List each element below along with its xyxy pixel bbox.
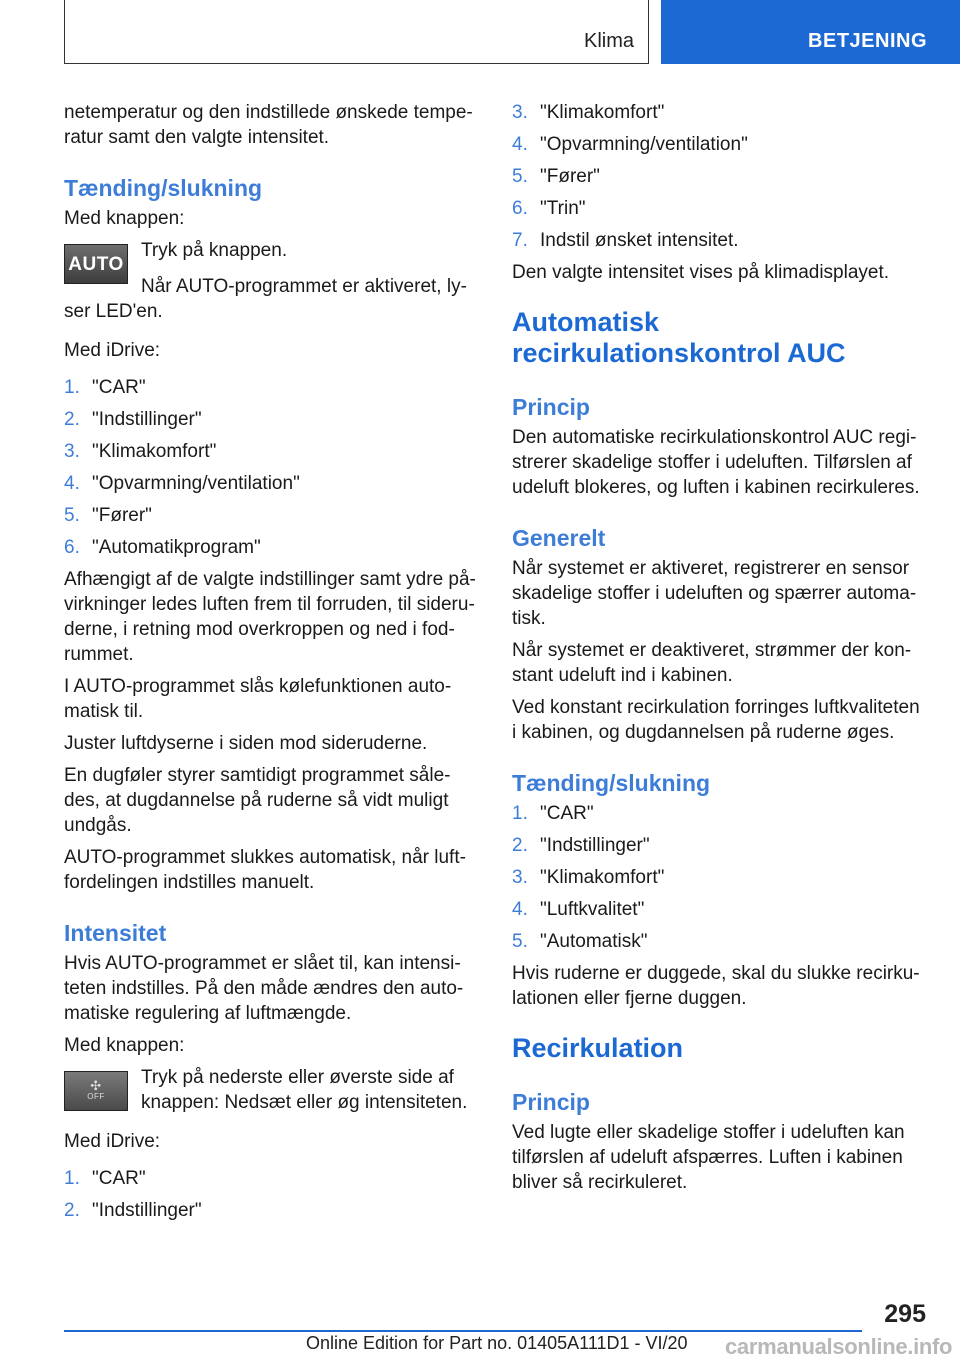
step-number: 2. bbox=[64, 409, 80, 430]
paragraph: Hvis ruderne er duggede, skal du slukke recirku-lationen eller fjerne duggen. bbox=[512, 963, 920, 1009]
list-item bbox=[512, 897, 926, 922]
step-text: "Klimakomfort" bbox=[540, 102, 665, 123]
right-column bbox=[512, 100, 926, 1202]
paragraph: Hvis AUTO-programmet er slået til, kan intensi-teten indstilles. På den måde ændres den auto-matiske regulering af luftmængde. bbox=[64, 953, 464, 1024]
step-text: "Opvarmning/ventilation" bbox=[92, 473, 300, 494]
list-item bbox=[512, 801, 926, 826]
section-title: Klima bbox=[583, 30, 634, 52]
step-number: 7. bbox=[512, 230, 528, 251]
step-number: 5. bbox=[512, 166, 528, 187]
step-number: 5. bbox=[512, 931, 528, 952]
list-item bbox=[64, 535, 478, 560]
step-text: Indstil ønsket intensitet. bbox=[540, 230, 739, 251]
paragraph: En dugføler styrer samtidigt programmet såle-des, at dugdannelse på ruderne så vidt muligt undgås. bbox=[64, 765, 451, 836]
step-text: "Fører" bbox=[92, 505, 152, 526]
step-text: "Indstillinger" bbox=[92, 1200, 202, 1221]
paragraph: netemperatur og den indstillede ønskede tempe-ratur samt den valgte intensitet. bbox=[64, 102, 473, 148]
footer-divider bbox=[64, 1330, 862, 1332]
paragraph: Tryk på knappen. bbox=[141, 240, 288, 261]
paragraph: Når AUTO-programmet er aktiveret, ly-ser LED'en. bbox=[64, 276, 467, 322]
left-column bbox=[64, 100, 478, 1230]
step-number: 4. bbox=[64, 473, 80, 494]
watermark: carmanualsonline.info bbox=[725, 1334, 953, 1359]
list-item bbox=[64, 471, 478, 496]
steps-list bbox=[512, 100, 926, 253]
auto-button-label: AUTO bbox=[68, 253, 124, 275]
step-text: "Indstillinger" bbox=[92, 409, 202, 430]
paragraph: I AUTO-programmet slås kølefunktionen auto-matisk til. bbox=[64, 676, 452, 722]
list-item bbox=[64, 375, 478, 400]
heading-intensity: Intensitet bbox=[64, 920, 167, 946]
step-text: "Automatisk" bbox=[540, 931, 648, 952]
step-number: 3. bbox=[512, 102, 528, 123]
list-item bbox=[512, 865, 926, 890]
step-number: 3. bbox=[64, 441, 80, 462]
chapter-title: BETJENING bbox=[808, 30, 927, 52]
list-item bbox=[64, 407, 478, 432]
step-text: "CAR" bbox=[92, 1168, 146, 1189]
step-text: "Opvarmning/ventilation" bbox=[540, 134, 748, 155]
heading-generelt: Generelt bbox=[512, 525, 606, 551]
list-item bbox=[64, 1166, 478, 1191]
paragraph: Med knappen: bbox=[64, 208, 185, 229]
steps-list bbox=[64, 375, 478, 560]
step-text: "CAR" bbox=[540, 803, 594, 824]
steps-list bbox=[512, 801, 926, 954]
step-number: 4. bbox=[512, 134, 528, 155]
step-number: 3. bbox=[512, 867, 528, 888]
paragraph: Tryk på nederste eller øverste side af knappen: Nedsæt eller øg intensiteten. bbox=[141, 1067, 468, 1113]
header-section-tab bbox=[64, 0, 649, 64]
paragraph: Når systemet er deaktiveret, strømmer der kon-stant udeluft ind i kabinen. bbox=[512, 640, 912, 686]
paragraph: Med iDrive: bbox=[64, 1131, 161, 1152]
list-item bbox=[512, 228, 926, 253]
step-text: "Klimakomfort" bbox=[92, 441, 217, 462]
paragraph: AUTO-programmet slukkes automatisk, når luft-fordelingen indstilles manuelt. bbox=[64, 847, 466, 893]
list-item bbox=[512, 100, 926, 125]
step-text: "Fører" bbox=[540, 166, 600, 187]
auto-button-icon bbox=[64, 244, 128, 284]
page-number: 295 bbox=[884, 1300, 926, 1328]
list-item bbox=[64, 503, 478, 528]
heading-toggle: Tænding/slukning bbox=[64, 175, 263, 201]
fan-off-label: OFF bbox=[87, 1092, 105, 1101]
step-text: "Automatikprogram" bbox=[92, 537, 261, 558]
heading-princip: Princip bbox=[512, 394, 590, 420]
step-text: "Luftkvalitet" bbox=[540, 899, 645, 920]
fan-button-icon bbox=[64, 1071, 128, 1111]
paragraph: Den automatiske recirkulationskontrol AUC regi-strerer skadelige stoffer i udeluften. Tilførslen af udeluft blokeres, og luften i kabinen recirkuleres. bbox=[512, 427, 920, 498]
list-item bbox=[512, 929, 926, 954]
step-number: 6. bbox=[64, 537, 80, 558]
paragraph: Med iDrive: bbox=[64, 340, 161, 361]
step-text: "Klimakomfort" bbox=[540, 867, 665, 888]
edition-text: Online Edition for Part no. 01405A111D1 - VI/20 bbox=[306, 1333, 688, 1353]
auto-button-block bbox=[64, 238, 478, 280]
paragraph: Ved lugte eller skadelige stoffer i udeluften kan tilførslen af udeluft afspærres. Luften i kabinen bliver så recirkuleret. bbox=[512, 1122, 905, 1193]
list-item bbox=[64, 1198, 478, 1223]
heading-princip-2: Princip bbox=[512, 1089, 590, 1115]
list-item bbox=[512, 833, 926, 858]
step-number: 1. bbox=[512, 803, 528, 824]
paragraph: Den valgte intensitet vises på klimadisplayet. bbox=[512, 262, 890, 283]
list-item bbox=[512, 132, 926, 157]
paragraph: Afhængigt af de valgte indstillinger samt ydre på-virkninger ledes luften frem til forruden, til sideru-derne, i retning mod overkroppen og ned i fod-rummet. bbox=[64, 569, 476, 665]
paragraph: Med knappen: bbox=[64, 1035, 185, 1056]
heading-recirc: Recirkulation bbox=[512, 1033, 684, 1063]
step-text: "Indstillinger" bbox=[540, 835, 650, 856]
step-number: 4. bbox=[512, 899, 528, 920]
step-number: 6. bbox=[512, 198, 528, 219]
step-text: "CAR" bbox=[92, 377, 146, 398]
list-item bbox=[512, 164, 926, 189]
header-chapter-tab bbox=[661, 0, 960, 64]
heading-auc: Automatisk recirkulationskontrol AUC bbox=[512, 307, 846, 368]
paragraph: Ved konstant recirkulation forringes luftkvaliteten i kabinen, og dugdannelsen på ruderne øges. bbox=[512, 697, 920, 743]
step-number: 5. bbox=[64, 505, 80, 526]
fan-icon: ✣ bbox=[90, 1078, 102, 1093]
fan-button-block bbox=[64, 1065, 478, 1115]
step-text: "Trin" bbox=[540, 198, 586, 219]
list-item bbox=[512, 196, 926, 221]
step-number: 1. bbox=[64, 377, 80, 398]
heading-toggle-2: Tænding/slukning bbox=[512, 770, 711, 796]
step-number: 2. bbox=[512, 835, 528, 856]
paragraph: Når systemet er aktiveret, registrerer en sensor skadelige stoffer i udeluften og spærrer automa-tisk. bbox=[512, 558, 917, 629]
list-item bbox=[64, 439, 478, 464]
steps-list bbox=[64, 1166, 478, 1223]
paragraph: Juster luftdyserne i siden mod sideruderne. bbox=[64, 733, 428, 754]
step-number: 1. bbox=[64, 1168, 80, 1189]
step-number: 2. bbox=[64, 1200, 80, 1221]
